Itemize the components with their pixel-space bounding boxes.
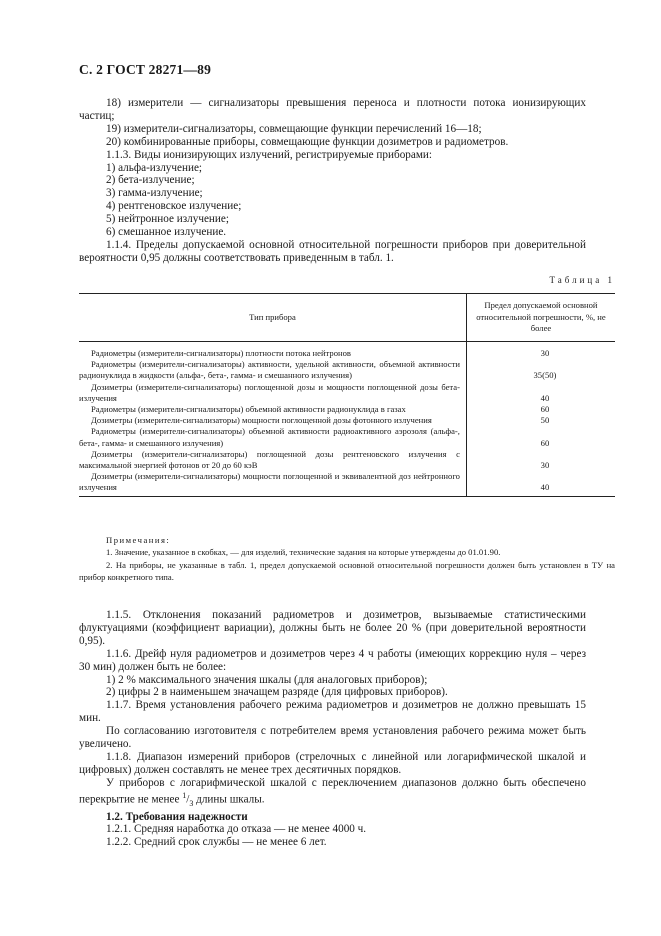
note-1: 1. Значение, указанное в скобках, — для изделий, технические задания на которые утверждены до 01.01.90. (106, 547, 501, 558)
notes-title: Примечания: (106, 535, 171, 545)
paragraph-1-2-2: 1.2.2. Средний срок службы — не менее 6 лет. (106, 836, 327, 849)
table-title: Таблица 1 (549, 275, 615, 285)
paragraph-1-1-4: 1.1.4. Пределы допускаемой основной относительной погрешности приборов при доверительной вероятности 0,95 должны соответствовать приведенным в табл. 1. (79, 238, 586, 264)
device-type-cell: Радиометры (измерители-сигнализаторы) объемной активности радиоактивного аэрозоля (альфа-, бета-, гамма- и смешанного излучения) (79, 426, 460, 448)
table-1 (79, 293, 615, 497)
device-type-cell: Радиометры (измерители-сигнализаторы) активности, удельной активности, объемной активности радионуклида в жидкости (альфа-, бета-, гамма- и смешанного излучения) (79, 359, 460, 381)
error-limit-cell: 30 (540, 348, 550, 358)
note-2: 2. На приборы, не указанные в табл. 1, предел допускаемой основной относительной погрешности должен быть установлен в ТУ на прибор конкретного типа. (79, 559, 615, 583)
table-row (79, 382, 615, 404)
fraction-denominator: 3 (189, 798, 194, 808)
list-item: 3) гамма-излучение; (106, 187, 203, 200)
list-item: 1) 2 % максимального значения шкалы (для аналоговых приборов); (106, 673, 428, 686)
paragraph-20: 20) комбинированные приборы, совмещающие функции дозиметров и радиометров. (106, 135, 509, 148)
text-fragment: длины шкалы. (193, 793, 265, 806)
paragraph-1-1-7: 1.1.7. Время установления рабочего режима радиометров и дозиметров не должно превышать 15 мин. (79, 699, 586, 725)
paragraph-1-2-1: 1.2.1. Средняя наработка до отказа — не менее 4000 ч. (106, 823, 367, 836)
error-limit-cell: 30 (540, 460, 550, 471)
device-type-cell: Дозиметры (измерители-сигнализаторы) поглощенной дозы рентгеновского излучения с максимальной энергией фотонов от 20 до 60 кэВ (79, 448, 460, 471)
table-notes (79, 534, 615, 584)
section-top (79, 97, 586, 265)
list-item: 2) бета-излучение; (106, 174, 195, 187)
device-type-cell: Радиометры (измерители-сигнализаторы) объемной активности радионуклида в газах (91, 404, 406, 415)
error-limit-cell: 35(50) (533, 370, 557, 381)
error-limit-cell: 60 (540, 404, 550, 415)
table-row (79, 471, 615, 496)
list-item: 2) цифры 2 в наименьшем значащем разряде (для цифровых приборов). (106, 686, 448, 699)
error-limit-cell: 60 (540, 437, 550, 448)
paragraph-1-1-5: 1.1.5. Отклонения показаний радиометров и дозиметров, вызываемые статистическими флуктуациями (коэффициент вариации), должны быть не более 20 % (при доверительной вероятности 0,95). (79, 609, 586, 647)
text-fragment: У приборов с логарифмической шкалой с переключением диапазонов должно быть обеспечено перекрытие не менее (79, 776, 586, 806)
paragraph-1-1-8-note: У приборов с логарифмической шкалой с переключением диапазонов должно быть обеспечено перекрытие не менее $^1/_3$ длины шкалы. (79, 776, 586, 808)
table-row (79, 426, 615, 448)
error-limit-cell: 40 (540, 392, 550, 403)
table-row (79, 342, 615, 360)
paragraph-19: 19) измерители-сигнализаторы, совмещающие функции перечислений 16—18; (106, 122, 482, 135)
list-item: 1) альфа-излучение; (106, 161, 203, 174)
device-type-cell: Дозиметры (измерители-сигнализаторы) поглощенной дозы и мощности поглощенной дозы бета-излучения (79, 381, 460, 403)
fraction-numerator: 1 (182, 790, 187, 800)
error-limit-cell: 40 (466, 471, 615, 496)
device-type-cell: Дозиметры (измерители-сигнализаторы) мощности поглощенной дозы фотонного излучения (91, 415, 432, 426)
device-type-cell: Радиометры (измерители-сигнализаторы) плотности потока нейтронов (91, 348, 351, 358)
column-header-device-type: Тип прибора (79, 294, 466, 342)
section-bottom (79, 609, 586, 849)
list-item: 6) смешанное излучение. (106, 226, 227, 239)
paragraph-1-1-6: 1.1.6. Дрейф нуля радиометров и дозиметров через 4 ч работы (имеющих коррекцию нуля – через 30 мин) должен быть не более: (79, 647, 586, 673)
list-item: 4) рентгеновское излучение; (106, 200, 242, 213)
paragraph-18: 18) измерители — сигнализаторы превышения переноса и плотности потока ионизирующих частиц; (79, 97, 586, 122)
device-type-cell: Дозиметры (измерители-сигнализаторы) мощности поглощенной и эквивалентной доз нейтронного излучения (79, 471, 460, 493)
paragraph-1-1-3: 1.1.3. Виды ионизирующих излучений, регистрируемые приборами: (106, 148, 433, 161)
page-header: С. 2 ГОСТ 28271—89 (79, 62, 212, 77)
table-row (79, 415, 615, 426)
paragraph-1-1-8: 1.1.8. Диапазон измерений приборов (стрелочных с линейной или логарифмической шкалой и цифровых) должен составлять не менее трех десятичных порядков. (79, 750, 586, 776)
table-row (79, 449, 615, 471)
table-row (79, 359, 615, 381)
table-row (79, 404, 615, 415)
list-item: 5) нейтронное излучение; (106, 213, 229, 226)
column-header-error-limit: Предел допускаемой основной относительной погрешности, %, не более (466, 294, 615, 342)
paragraph-1-1-7-note: По согласованию изготовителя с потребителем время установления рабочего режима может быть увеличено. (79, 725, 586, 751)
section-heading-1-2: 1.2. Требования надежности (106, 810, 248, 823)
error-limit-cell: 50 (540, 415, 550, 426)
